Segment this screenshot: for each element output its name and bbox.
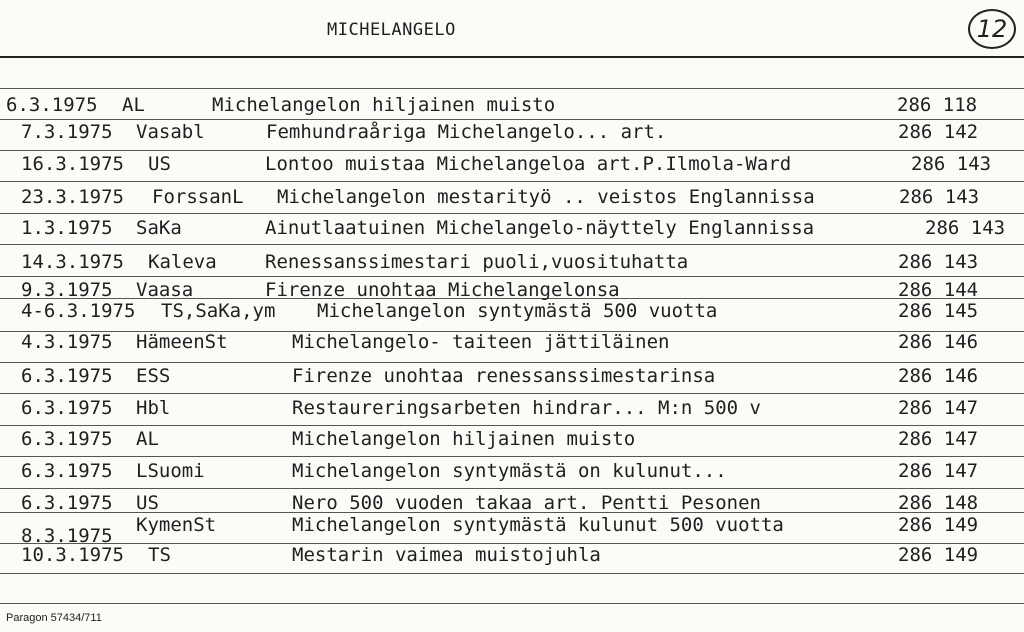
entry-date: 8.3.1975: [21, 525, 113, 547]
entry-code: 286 143: [899, 186, 980, 208]
entry-headline: Firenze unohtaa renessanssimestarinsa: [292, 365, 716, 387]
entry-source: SaKa: [136, 217, 182, 239]
entry-date: 23.3.1975: [21, 186, 124, 208]
entry-headline: Michelangelon syntymästä kulunut 500 vuotta: [292, 514, 784, 536]
entry-source: TS,SaKa,ym: [161, 300, 276, 322]
entry-headline: Michelangelon syntymästä 500 vuotta: [317, 300, 718, 322]
entry-date: 1.3.1975: [21, 217, 113, 239]
card-title: MICHELANGELO: [327, 20, 456, 40]
entry-headline: Michelangelo- taiteen jättiläinen: [292, 331, 670, 353]
entry-source: US: [148, 153, 171, 175]
entry-date: 4.3.1975: [21, 331, 113, 353]
entry-code: 286 143: [898, 251, 979, 273]
entry-source: Hbl: [136, 397, 171, 419]
entry-code: 286 142: [898, 121, 979, 143]
ruled-line: [0, 573, 1024, 574]
card-entry: [0, 362, 1024, 390]
card-entry: [0, 394, 1024, 422]
entry-source: ESS: [136, 365, 171, 387]
card-entry: [0, 248, 1024, 276]
entry-code: 286 145: [898, 300, 979, 322]
entry-date: 6.3.1975: [21, 365, 113, 387]
entry-code: 286 149: [898, 514, 979, 536]
card-entry: [0, 541, 1024, 569]
entry-code: 286 147: [898, 397, 979, 419]
card-entry: [0, 91, 1024, 119]
entry-date: 9.3.1975: [21, 279, 113, 301]
card-entry: [0, 150, 1024, 178]
entry-source: Vasabl: [136, 121, 205, 143]
entry-headline: Femhundraåriga Michelangelo... art.: [266, 121, 667, 143]
entry-headline: Mestarin vaimea muistojuhla: [292, 544, 601, 566]
entry-headline: Lontoo muistaa Michelangeloa art.P.Ilmola-Ward: [265, 153, 792, 175]
entry-code: 286 148: [898, 492, 979, 514]
entry-source: Vaasa: [136, 279, 194, 301]
entry-date: 6.3.1975: [6, 94, 98, 116]
card-entry: [0, 183, 1024, 211]
entry-date: 6.3.1975: [21, 397, 113, 419]
entry-headline: Michelangelon syntymästä on kulunut...: [292, 460, 727, 482]
entry-source: ForssanL: [152, 186, 244, 208]
entry-source: US: [136, 492, 159, 514]
ruled-line: [0, 603, 1024, 604]
entry-source: AL: [136, 428, 159, 450]
entry-code: 286 143: [911, 153, 992, 175]
entry-date: 6.3.1975: [21, 428, 113, 450]
entry-headline: Renessanssimestari puoli,vuosituhatta: [265, 251, 689, 273]
entry-code: 286 147: [898, 460, 979, 482]
entry-source: KymenSt: [136, 514, 217, 536]
entry-date: 14.3.1975: [21, 251, 124, 273]
entry-code: 286 146: [898, 365, 979, 387]
card-footer-print: Paragon 57434/711: [6, 612, 102, 624]
card-number-circle: 12: [968, 9, 1016, 49]
entry-headline: Michelangelon hiljainen muisto: [212, 94, 556, 116]
entry-code: 286 147: [898, 428, 979, 450]
card-entry: [0, 297, 1024, 325]
ruled-line: [0, 88, 1024, 89]
entry-headline: Firenze unohtaa Michelangelonsa: [265, 279, 620, 301]
entry-date: 7.3.1975: [21, 121, 113, 143]
ruled-line: [0, 181, 1024, 182]
entry-headline: Michelangelon mestarityö .. veistos Englannissa: [277, 186, 815, 208]
entry-code: 286 143: [925, 217, 1006, 239]
entry-source: LSuomi: [136, 460, 205, 482]
entry-headline: Restaureringsarbeten hindrar... M:n 500 v: [292, 397, 761, 419]
entry-source: Kaleva: [148, 251, 217, 273]
entry-date: 4-6.3.1975: [21, 300, 136, 322]
entry-headline: Nero 500 vuoden takaa art. Pentti Pesonen: [292, 492, 761, 514]
entry-date: 6.3.1975: [21, 492, 113, 514]
entry-date: 6.3.1975: [21, 460, 113, 482]
entry-code: 286 144: [898, 279, 979, 301]
entry-headline: Ainutlaatuinen Michelangelo-näyttely Englannissa: [265, 217, 815, 239]
ruled-line: [0, 244, 1024, 245]
card-entry: [0, 214, 1024, 242]
entry-headline: Michelangelon hiljainen muisto: [292, 428, 636, 450]
entry-source: AL: [122, 94, 145, 116]
entry-code: 286 146: [898, 331, 979, 353]
card-entry: [0, 511, 1024, 547]
entry-date: 16.3.1975: [21, 153, 124, 175]
entry-code: 286 118: [897, 94, 978, 116]
card-entry: [0, 118, 1024, 146]
entry-source: HämeenSt: [136, 331, 228, 353]
entry-date: 10.3.1975: [21, 544, 124, 566]
card-entry: [0, 425, 1024, 453]
card-entry: [0, 457, 1024, 485]
entry-code: 286 149: [898, 544, 979, 566]
card-entry: [0, 328, 1024, 356]
entry-source: TS: [148, 544, 171, 566]
header-rule: [0, 56, 1024, 58]
